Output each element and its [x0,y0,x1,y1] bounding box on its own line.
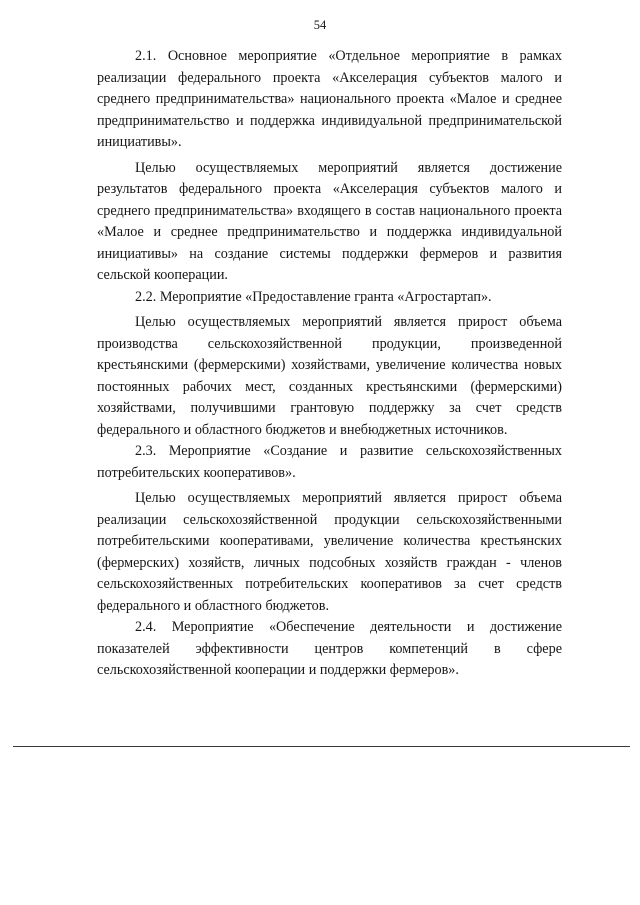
paragraph-2-2-goal: Целью осуществляемых мероприятий является прирост объема производства сельскохозяйственной продукции, произведенной крестьянскими (фермерскими) хозяйствами, увеличение количества новых постоянных рабочих мест, созданных крестьянскими (фермерскими) хозяйствами, получившими грантовую поддержку за счет средств федерального и областного бюджетов и внебюджетных источников. [97,314,562,438]
footnote-divider [13,746,630,747]
document-body [97,46,562,682]
page-number: 54 [313,18,327,32]
paragraph-2-1: 2.1. Основное мероприятие «Отдельное мероприятие в рамках реализации федерального проекта «Акселерация субъектов малого и среднего предпринимательства» национального проекта «Малое и среднее предпринимательство и поддержка индивидуальной предпринимательской инициативы». [97,48,562,150]
paragraph-2-2: 2.2. Мероприятие «Предоставление гранта «Агростартап». [135,288,492,305]
paragraph-2-4: 2.4. Мероприятие «Обеспечение деятельности и достижение показателей эффективности центров компетенций в сфере сельскохозяйственной кооперации и поддержки фермеров». [97,619,562,678]
paragraph-2-3-goal: Целью осуществляемых мероприятий является прирост объема реализации сельскохозяйственной продукции сельскохозяйственными потребительскими кооперативами, увеличение количества крестьянских (фермерских) хозяйств, личных подсобных хозяйств граждан - членов сельскохозяйственных потребительских кооперативов за счет средств федерального и областного бюджетов. [97,490,562,614]
paragraph-2-3: 2.3. Мероприятие «Создание и развитие сельскохозяйственных потребительских кооперативов». [97,443,562,481]
paragraph-2-1-goal: Целью осуществляемых мероприятий является достижение результатов федерального проекта «Акселерация субъектов малого и среднего предпринимательства» входящего в состав национального проекта «Малое и среднее предпринимательство и поддержка индивидуальной инициативы» на создание системы поддержки фермеров и развития сельской кооперации. [97,159,562,283]
